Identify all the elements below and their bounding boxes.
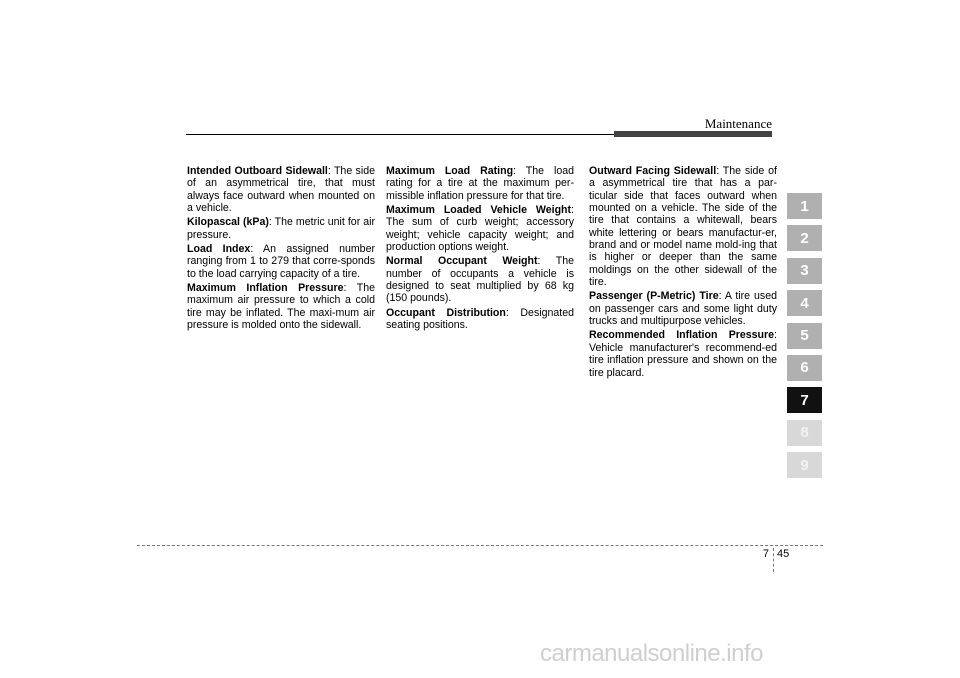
chapter-number: 7 [762, 548, 769, 560]
text-column-2 [386, 165, 574, 333]
definition-paragraph [386, 255, 574, 304]
definition-text: : The sum of curb weight; accessory weight; vehicle capacity weight; and production options weight. [386, 204, 574, 254]
page-number-divider [773, 548, 774, 572]
definition-term: Maximum Load Rating [386, 165, 514, 177]
definition-term: Recommended Inflation Pressure [589, 329, 775, 342]
page-number-value: 45 [777, 548, 790, 560]
watermark: carmanualsonline.info [540, 640, 763, 667]
chapter-tab-3[interactable]: 3 [787, 258, 822, 284]
definition-paragraph [187, 282, 375, 331]
definition-text: : The number of occupants a vehicle is designed to seat multiplied by 68 kg (150 pounds). [386, 255, 574, 305]
header-rule-accent [614, 131, 772, 137]
chapter-tab-1[interactable]: 1 [787, 193, 822, 219]
chapter-tab-5[interactable]: 5 [787, 323, 822, 349]
definition-term: Kilopascal (kPa) [187, 216, 269, 229]
definition-term: Maximum Inflation Pressure [187, 282, 344, 295]
definition-term: Intended Outboard Sidewall [187, 165, 328, 177]
definition-text: : The load rating for a tire at the maximum per-missible inflation pressure for that tire. [386, 165, 574, 202]
definition-text: : The metric unit for air pressure. [187, 216, 375, 241]
definition-paragraph [386, 204, 574, 253]
definition-term: Passenger (P-Metric) Tire [589, 290, 719, 303]
text-column-3 [589, 165, 777, 381]
definition-text: : A tire used on passenger cars and some light duty trucks and multipurpose vehicles. [589, 290, 777, 328]
definition-text: : Vehicle manufacturer's recommend-ed tire inflation pressure and shown on the tire placard. [589, 329, 777, 379]
chapter-tab-7[interactable]: 7 [787, 387, 822, 413]
header-rule [186, 134, 614, 135]
definition-term: Outward Facing Sidewall [589, 165, 717, 177]
chapter-tab-9[interactable]: 9 [787, 452, 822, 478]
definition-paragraph [589, 329, 777, 378]
definition-text: : The maximum air pressure to which a cold tire may be inflated. The maxi-mum air pressure is molded onto the sidewall. [187, 282, 376, 332]
definition-term: Maximum Loaded Vehicle Weight [386, 204, 572, 217]
definition-paragraph [386, 307, 574, 332]
chapter-tab-4[interactable]: 4 [787, 290, 822, 316]
definition-text: : The side of an asymmetrical tire, that must always face outward when mounted on a vehicle. [187, 165, 375, 215]
definition-paragraph [589, 290, 777, 327]
definition-paragraph [187, 243, 375, 280]
chapter-tabs [787, 193, 822, 485]
page-number [755, 548, 795, 564]
definition-text: : The side of a asymmetrical tire that has a par-ticular side that faces outward when mounted on a vehicle. The side of the tire that contains a whitewall, bears white lettering or bears manufactur-er, brand and or model name mold-ing that is higher or deeper than the same moldings on the other sidewall of the tire. [589, 165, 777, 289]
definition-term: Load Index [187, 243, 251, 256]
definition-term: Normal Occupant Weight [386, 255, 538, 268]
definition-paragraph [187, 165, 375, 214]
definition-paragraph [187, 216, 375, 241]
chapter-tab-6[interactable]: 6 [787, 355, 822, 381]
definition-text: : Designated seating positions. [386, 306, 574, 332]
chapter-tab-2[interactable]: 2 [787, 225, 822, 251]
text-column-1 [187, 165, 375, 333]
chapter-tab-8[interactable]: 8 [787, 420, 822, 446]
section-title: Maintenance [704, 116, 772, 131]
definition-term: Occupant Distribution [386, 306, 506, 319]
definition-paragraph [589, 165, 777, 288]
definition-paragraph [386, 165, 574, 202]
definition-text: : An assigned number ranging from 1 to 279 that corre-sponds to the load carrying capacity of a tire. [187, 243, 375, 280]
footer-rule [137, 545, 823, 546]
